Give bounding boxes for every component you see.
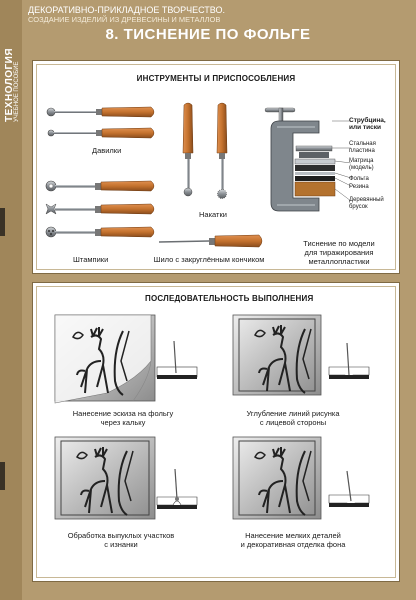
- label-rubber: Резина: [349, 184, 369, 190]
- header-line2: СОЗДАНИЕ ИЗДЕЛИЙ ИЗ ДРЕВЕСИНЫ И МЕТАЛЛОВ: [28, 15, 221, 24]
- step-3-caption: [59, 531, 183, 549]
- label-shtampiki: Штампики: [73, 255, 109, 264]
- side-marker-bottom: [0, 462, 5, 490]
- step-2-tool: [329, 343, 369, 379]
- sidebar-kind: УЧЕБНОЕ ПОСОБИЕ: [14, 61, 20, 122]
- step-4-tool: [329, 471, 369, 507]
- clamp-caption-line1: Тиснение по модели: [303, 239, 375, 248]
- label-foil: Фольга: [349, 176, 369, 182]
- label-plate-2: пластина: [349, 148, 375, 154]
- step-1-line2: через кальку: [100, 418, 146, 427]
- step-3-line2: с изнанки: [104, 540, 138, 549]
- step-3-tool: [157, 469, 197, 509]
- header: [28, 5, 408, 25]
- shtampik-tool-1: [46, 181, 154, 191]
- step-1-caption: [63, 409, 183, 427]
- shtampik-tool-3: [46, 227, 154, 237]
- label-block-1: Деревянный: [349, 197, 384, 203]
- step-1-image: [55, 315, 155, 403]
- label-matrix-1: Матрица: [349, 158, 374, 164]
- sidebar-subject: ТЕХНОЛОГИЯ: [4, 47, 15, 122]
- step-4-line2: и декоративная отделка фона: [240, 540, 346, 549]
- steps-panel: [32, 282, 400, 582]
- davilka-tool-1: [47, 107, 154, 117]
- step-2-line1: Углубление линий рисунка: [246, 409, 340, 418]
- tools-panel-title: ИНСТРУМЕНТЫ И ПРИСПОСОБЛЕНИЯ: [136, 74, 296, 83]
- tools-panel: [32, 60, 400, 274]
- nakatka-tool-1: [183, 103, 193, 196]
- label-strubcina-2: или тиски: [349, 124, 381, 131]
- clamp-caption: [289, 239, 389, 266]
- step-4-line1: Нанесение мелких деталей: [245, 531, 341, 540]
- step-2-caption: [233, 409, 353, 427]
- step-4-caption: [225, 531, 361, 549]
- label-matrix-2: (модель): [349, 165, 374, 171]
- side-marker-top: [0, 208, 5, 236]
- davilka-tool-2: [48, 128, 154, 138]
- step-1-tool: [157, 341, 197, 379]
- clamp-caption-line3: металлопластики: [308, 257, 370, 266]
- step-3-image: [55, 437, 155, 519]
- step-3-line1: Обработка выпуклых участков: [67, 531, 175, 540]
- step-4-image: [233, 437, 321, 519]
- shtampik-tool-2: [46, 204, 154, 214]
- label-nakatki: Накатки: [199, 210, 227, 219]
- page-title: 8. ТИСНЕНИЕ ПО ФОЛЬГЕ: [105, 26, 311, 43]
- clamp-caption-line2: для тиражирования: [304, 248, 374, 257]
- label-strubcina-1: Струбцина,: [349, 117, 386, 124]
- steps-panel-title: ПОСЛЕДОВАТЕЛЬНОСТЬ ВЫПОЛНЕНИЯ: [145, 294, 314, 303]
- label-plate-1: Стальная: [349, 141, 376, 147]
- step-2-image: [233, 315, 321, 395]
- step-1-line1: Нанесение эскиза на фольгу: [72, 409, 174, 418]
- header-line1: ДЕКОРАТИВНО-ПРИКЛАДНОЕ ТВОРЧЕСТВО.: [28, 5, 226, 15]
- label-davilki: Давилки: [92, 146, 122, 155]
- step-2-line2: с лицевой стороны: [259, 418, 327, 427]
- label-shilo: Шило с закруглённым кончиком: [153, 255, 265, 264]
- clamp-illustration: [265, 108, 351, 211]
- shilo-tool: [159, 235, 262, 247]
- label-block-2: брусок: [349, 204, 368, 210]
- nakatka-tool-2: [217, 103, 227, 199]
